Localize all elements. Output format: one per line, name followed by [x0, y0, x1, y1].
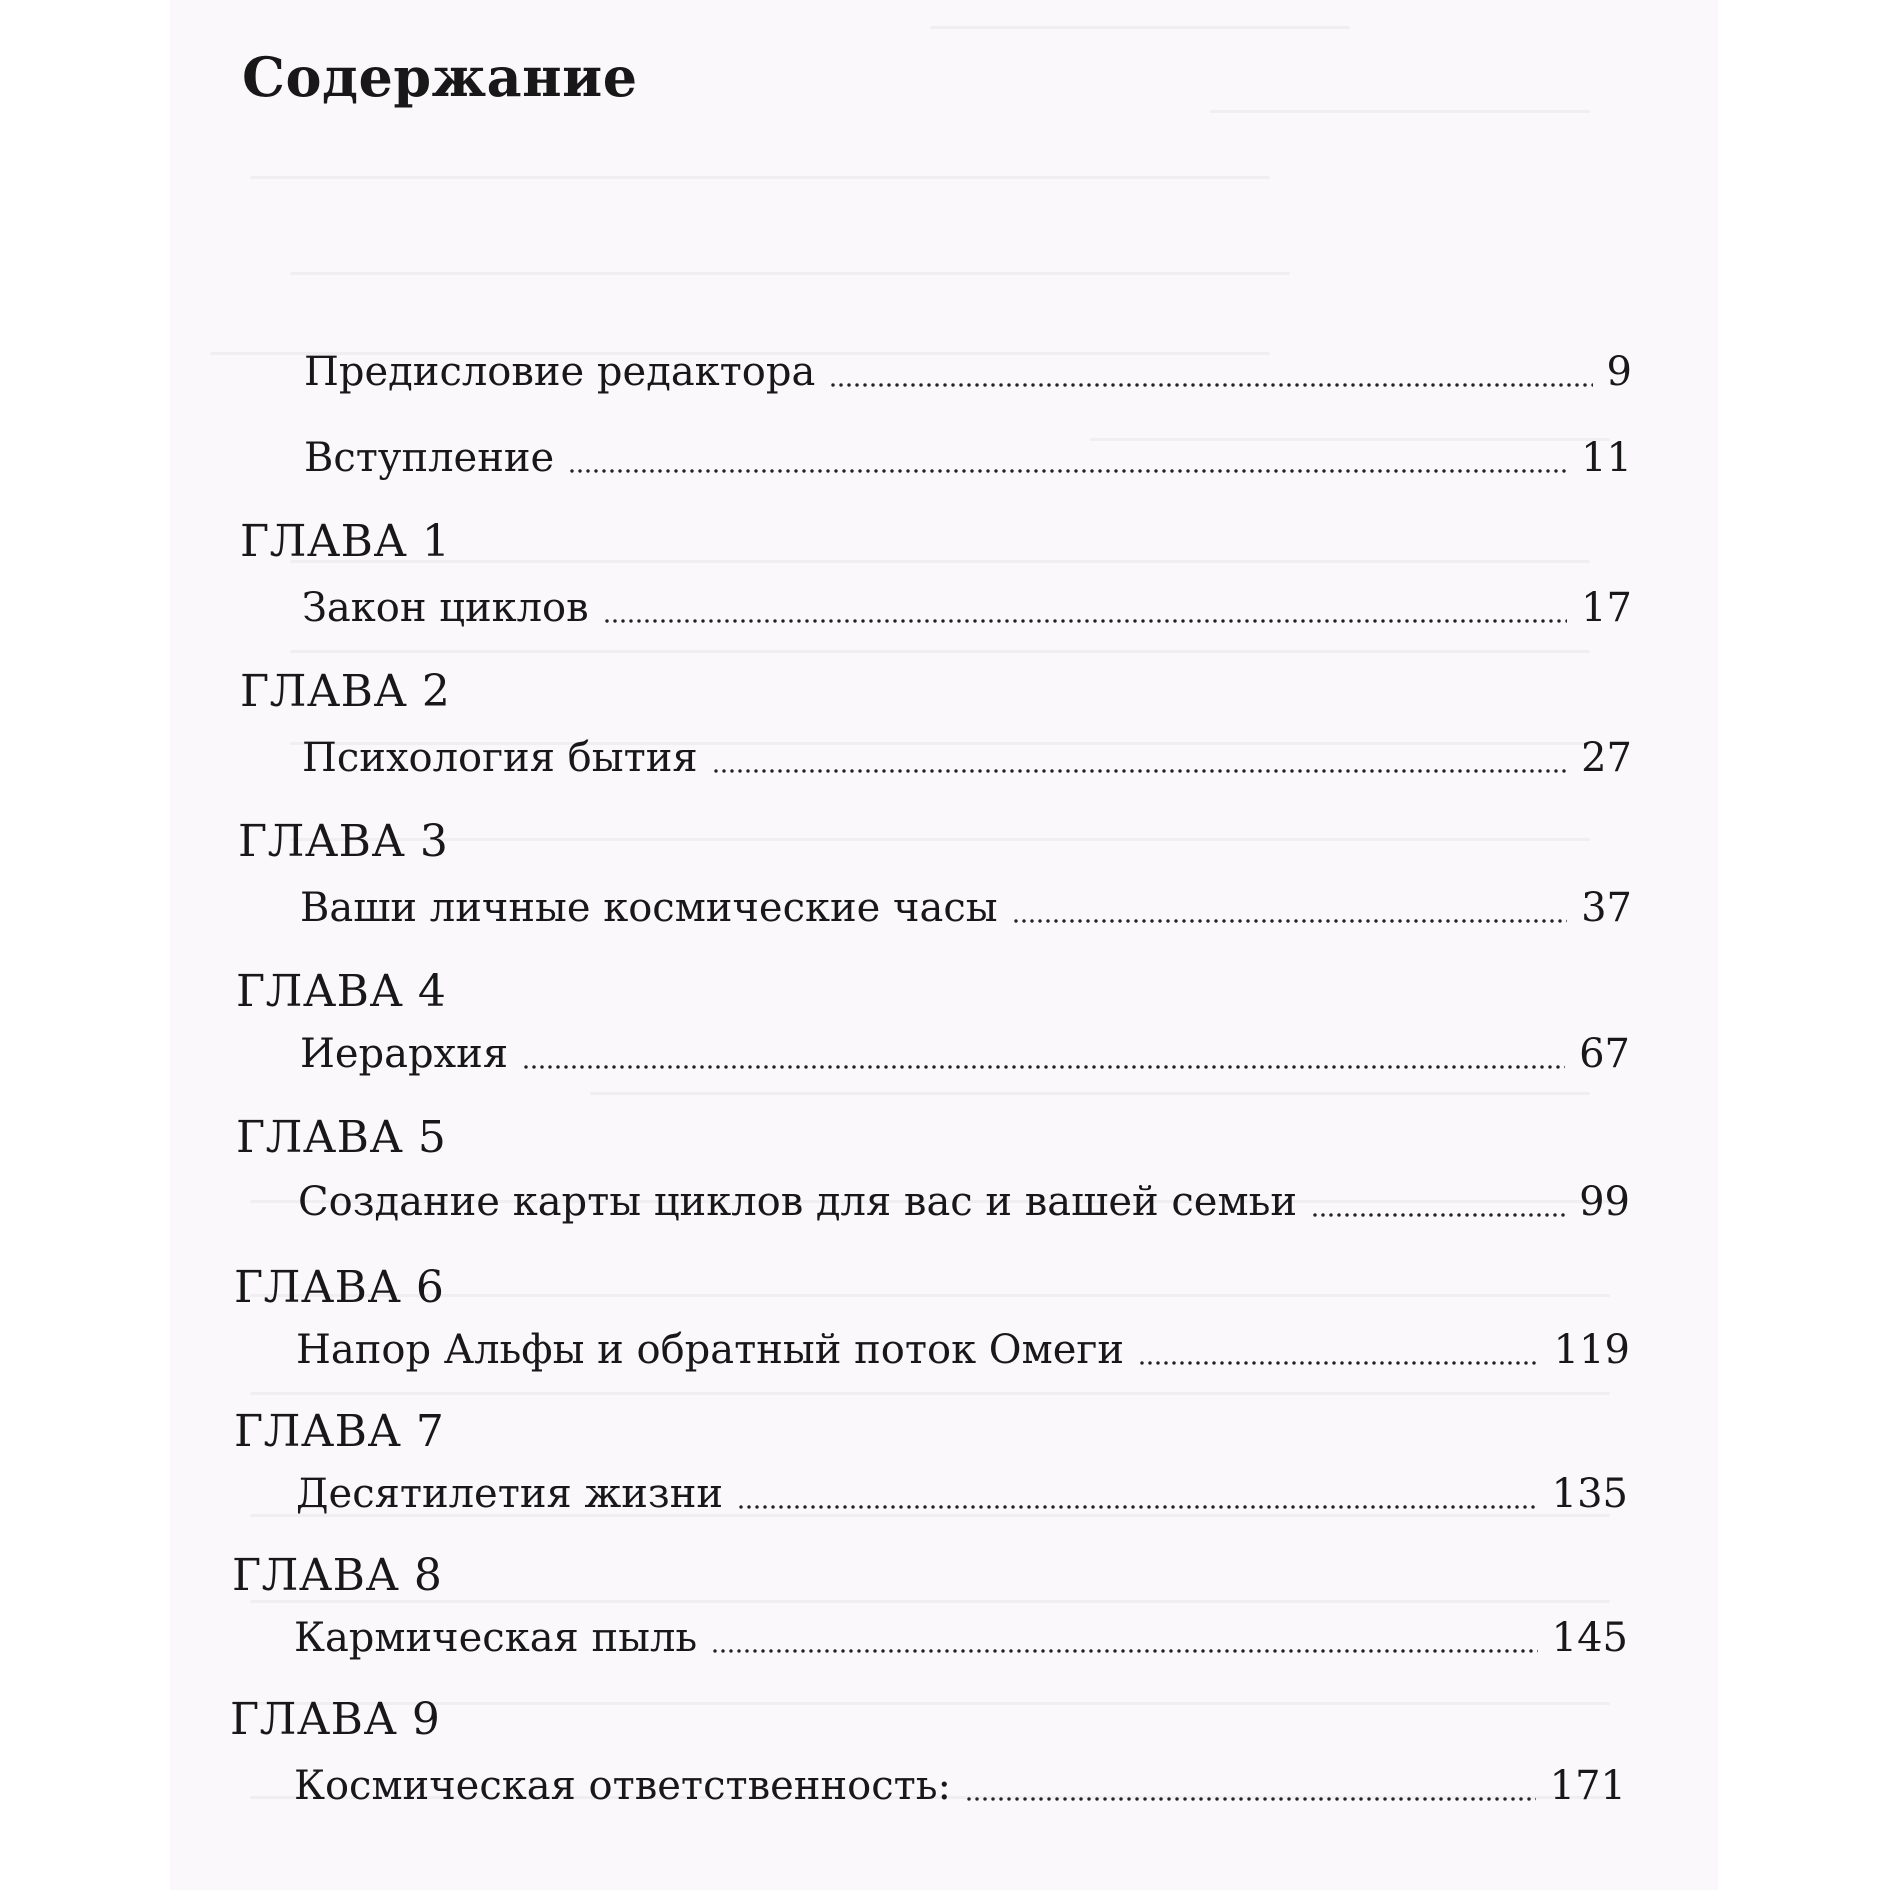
- chapter-heading: ГЛАВА 5: [236, 1112, 447, 1163]
- chapter-heading: ГЛАВА 7: [234, 1406, 445, 1457]
- toc-entry-page: 9: [1606, 349, 1632, 395]
- dot-leader: [1138, 1360, 1540, 1366]
- toc-entry-page: 11: [1581, 435, 1632, 481]
- dot-leader: [829, 382, 1592, 388]
- toc-entry-page: 37: [1581, 885, 1632, 931]
- toc-entry[interactable]: [298, 1178, 1630, 1226]
- chapter-heading: ГЛАВА 2: [240, 666, 451, 717]
- toc-entry[interactable]: [300, 1030, 1630, 1078]
- toc-entry-title: Космическая ответственность:: [294, 1763, 951, 1809]
- toc-entry[interactable]: [304, 348, 1632, 396]
- dot-leader: [1012, 918, 1568, 924]
- table-of-contents: [170, 0, 1718, 1890]
- dot-leader: [1311, 1212, 1565, 1218]
- toc-entry-title: Закон циклов: [302, 585, 589, 631]
- toc-entry-page: 171: [1549, 1763, 1626, 1809]
- page-title: Содержание: [242, 45, 638, 109]
- dot-leader: [737, 1504, 1538, 1510]
- toc-entry[interactable]: [302, 734, 1632, 782]
- dot-leader: [522, 1064, 1565, 1070]
- toc-entry-page: 17: [1581, 585, 1632, 631]
- dot-leader: [568, 468, 1567, 474]
- toc-entry-page: 145: [1551, 1615, 1628, 1661]
- toc-entry-page: 99: [1579, 1179, 1630, 1225]
- toc-entry[interactable]: [296, 1326, 1630, 1374]
- toc-entry-title: Создание карты циклов для вас и вашей семьи: [298, 1179, 1298, 1225]
- toc-entry[interactable]: [304, 434, 1632, 482]
- toc-entry[interactable]: [296, 1470, 1628, 1518]
- toc-entry[interactable]: [294, 1762, 1626, 1810]
- toc-entry-title: Кармическая пыль: [294, 1615, 698, 1661]
- toc-entry-title: Иерархия: [300, 1031, 509, 1077]
- dot-leader: [712, 768, 1568, 774]
- toc-entry-page: 27: [1581, 735, 1632, 781]
- dot-leader: [965, 1796, 1536, 1802]
- toc-entry-title: Напор Альфы и обратный поток Омеги: [296, 1327, 1124, 1373]
- toc-entry-page: 135: [1551, 1471, 1628, 1517]
- toc-entry[interactable]: [302, 584, 1632, 632]
- chapter-heading: ГЛАВА 3: [238, 816, 449, 867]
- toc-entry[interactable]: [300, 884, 1632, 932]
- toc-entry-title: Десятилетия жизни: [296, 1471, 724, 1517]
- toc-entry-title: Вступление: [304, 435, 555, 481]
- toc-entry-title: Ваши личные космические часы: [300, 885, 998, 931]
- dot-leader: [711, 1648, 1537, 1654]
- toc-entry-page: 67: [1579, 1031, 1630, 1077]
- chapter-heading: ГЛАВА 8: [232, 1550, 443, 1601]
- chapter-heading: ГЛАВА 1: [240, 516, 451, 567]
- toc-entry-title: Предисловие редактора: [304, 349, 816, 395]
- toc-entry-title: Психология бытия: [302, 735, 698, 781]
- toc-entry[interactable]: [294, 1614, 1628, 1662]
- chapter-heading: ГЛАВА 4: [236, 966, 447, 1017]
- chapter-heading: ГЛАВА 6: [234, 1262, 445, 1313]
- chapter-heading: ГЛАВА 9: [230, 1694, 441, 1745]
- dot-leader: [603, 618, 1567, 624]
- toc-entry-page: 119: [1553, 1327, 1630, 1373]
- book-page: [170, 0, 1718, 1890]
